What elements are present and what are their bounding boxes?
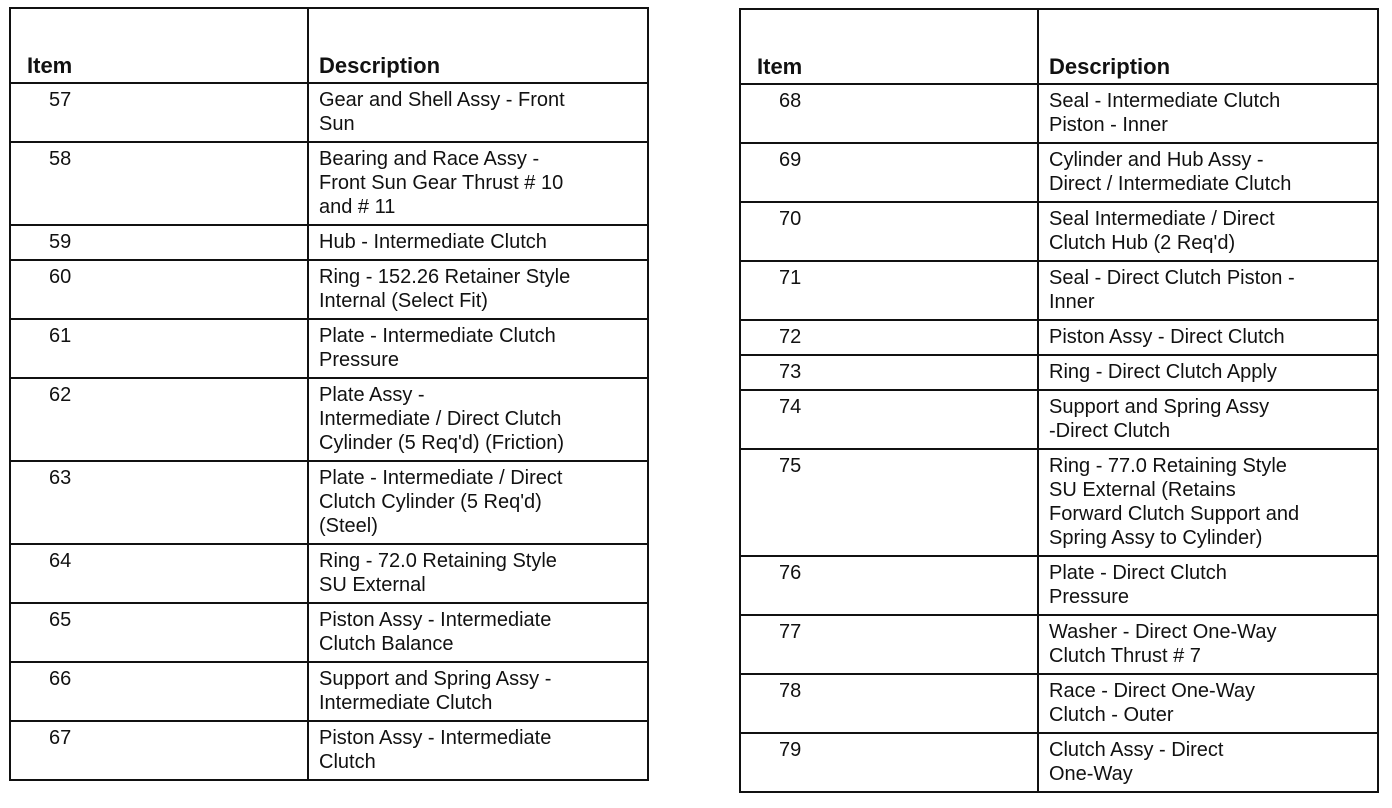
item-description [1038,202,1378,261]
description-line: Ring - 152.26 Retainer Style [319,266,571,288]
description-line: Forward Clutch Support and [1049,503,1300,525]
item-number: 68 [740,84,1038,143]
item-description [308,83,648,142]
item-description [308,603,648,662]
item-description [308,260,648,319]
header-row [10,8,648,83]
description-line: Seal - Intermediate Clutch [1049,90,1281,112]
item-number: 70 [740,202,1038,261]
item-description [308,662,648,721]
item-description [1038,674,1378,733]
item-number: 74 [740,390,1038,449]
table-row [10,603,648,662]
item-number: 76 [740,556,1038,615]
description-line: SU External [319,574,426,596]
item-description [308,225,648,260]
item-number: 75 [740,449,1038,556]
item-number: 62 [10,378,308,461]
description-line: Washer - Direct One-Way [1049,621,1277,643]
description-line: Direct / Intermediate Clutch [1049,173,1292,195]
table-row [10,83,648,142]
header-row [740,9,1378,84]
description-line: Race - Direct One-Way [1049,680,1255,702]
description-line: SU External (Retains [1049,479,1236,501]
item-number: 58 [10,142,308,225]
item-number: 57 [10,83,308,142]
description-line: Bearing and Race Assy - [319,148,540,170]
description-line: Gear and Shell Assy - Front [319,89,565,111]
item-number: 65 [10,603,308,662]
item-number: 71 [740,261,1038,320]
table-row [740,261,1378,320]
item-number: 78 [740,674,1038,733]
description-line: Clutch Thrust # 7 [1049,645,1201,667]
item-description [308,319,648,378]
description-line: Piston - Inner [1049,114,1168,136]
description-line: Clutch - Outer [1049,704,1174,726]
table-row [10,225,648,260]
item-description [1038,390,1378,449]
item-number: 67 [49,727,72,749]
item-number: 69 [740,143,1038,202]
description-line: Pressure [1049,586,1130,608]
item-description [1038,261,1378,320]
item-description [1038,733,1378,792]
description-line: Clutch Hub (2 Req'd) [1049,232,1236,254]
description-column-header: Description [1038,9,1378,84]
parts-rows [10,83,648,780]
parts-table-right [739,8,1379,793]
table-row [10,260,648,319]
table-row [740,390,1378,449]
item-description [1038,84,1378,143]
description-line: Clutch Balance [319,633,454,655]
table-row [740,556,1378,615]
item-number: 72 [740,320,1038,355]
description-line: Cylinder and Hub Assy - [1049,149,1264,171]
table-row [740,449,1378,556]
item-number: 79 [779,739,802,761]
description-line: Plate - Direct Clutch [1049,562,1227,584]
description-line: (Steel) [319,515,378,537]
description-line: Hub - Intermediate Clutch [319,231,547,253]
description-line: Piston Assy - Direct Clutch [1049,326,1285,348]
table-row [10,142,648,225]
table-row [10,544,648,603]
table-row [740,202,1378,261]
item-number: 73 [740,355,1038,390]
description-line: Cylinder (5 Req'd) (Friction) [319,432,564,454]
item-number: 60 [10,260,308,319]
description-line: Intermediate Clutch [319,692,493,714]
item-description [1038,615,1378,674]
description-line: Plate - Intermediate / Direct [319,467,563,489]
item-description [1038,449,1378,556]
description-line: Seal Intermediate / Direct [1049,208,1275,230]
description-line: Support and Spring Assy - [319,668,552,690]
description-line: One-Way [1049,763,1133,785]
description-line: -Direct Clutch [1049,420,1171,442]
item-column-header: Item [10,8,308,83]
description-line: Seal - Direct Clutch Piston - [1049,267,1295,289]
item-column-header: Item [740,9,1038,84]
item-description [308,544,648,603]
item-description [308,461,648,544]
description-line: Plate - Intermediate Clutch [319,325,556,347]
description-line: Inner [1049,291,1095,313]
description-line: Spring Assy to Cylinder) [1049,527,1263,549]
description-line: Sun [319,113,355,135]
table-row [10,721,648,780]
item-number: 63 [10,461,308,544]
table-row [10,319,648,378]
table-row [740,674,1378,733]
table-row [740,320,1378,355]
description-line: Piston Assy - Intermediate [319,609,552,631]
description-line: Piston Assy - Intermediate [319,727,552,749]
item-number: 61 [10,319,308,378]
description-line: Ring - Direct Clutch Apply [1049,361,1277,383]
item-description [1038,355,1378,390]
description-line: Front Sun Gear Thrust # 10 [319,172,564,194]
description-line: and # 11 [319,196,396,218]
description-line: Support and Spring Assy [1049,396,1270,418]
description-line: Plate Assy - [319,384,425,406]
item-number: 64 [10,544,308,603]
description-line: Clutch [319,751,376,773]
description-line: Intermediate / Direct Clutch [319,408,562,430]
parts-table-left [9,7,649,781]
description-line: Ring - 72.0 Retaining Style [319,550,557,572]
item-number: 77 [740,615,1038,674]
table-row [10,461,648,544]
table-row [10,378,648,461]
table-row [740,733,1378,792]
table-row [740,615,1378,674]
table-row [740,355,1378,390]
item-description [1038,556,1378,615]
description-line: Internal (Select Fit) [319,290,488,312]
parts-rows [740,84,1378,792]
description-line: Clutch Cylinder (5 Req'd) [319,491,542,513]
table-row [10,662,648,721]
description-line: Pressure [319,349,400,371]
item-number: 66 [10,662,308,721]
description-line: Clutch Assy - Direct [1049,739,1224,761]
description-column-header: Description [308,8,648,83]
description-line: Ring - 77.0 Retaining Style [1049,455,1287,477]
item-description [308,721,648,780]
item-description [1038,143,1378,202]
item-number: 59 [10,225,308,260]
item-description [308,378,648,461]
table-row [740,143,1378,202]
item-description [1038,320,1378,355]
table-row [740,84,1378,143]
item-description [308,142,648,225]
